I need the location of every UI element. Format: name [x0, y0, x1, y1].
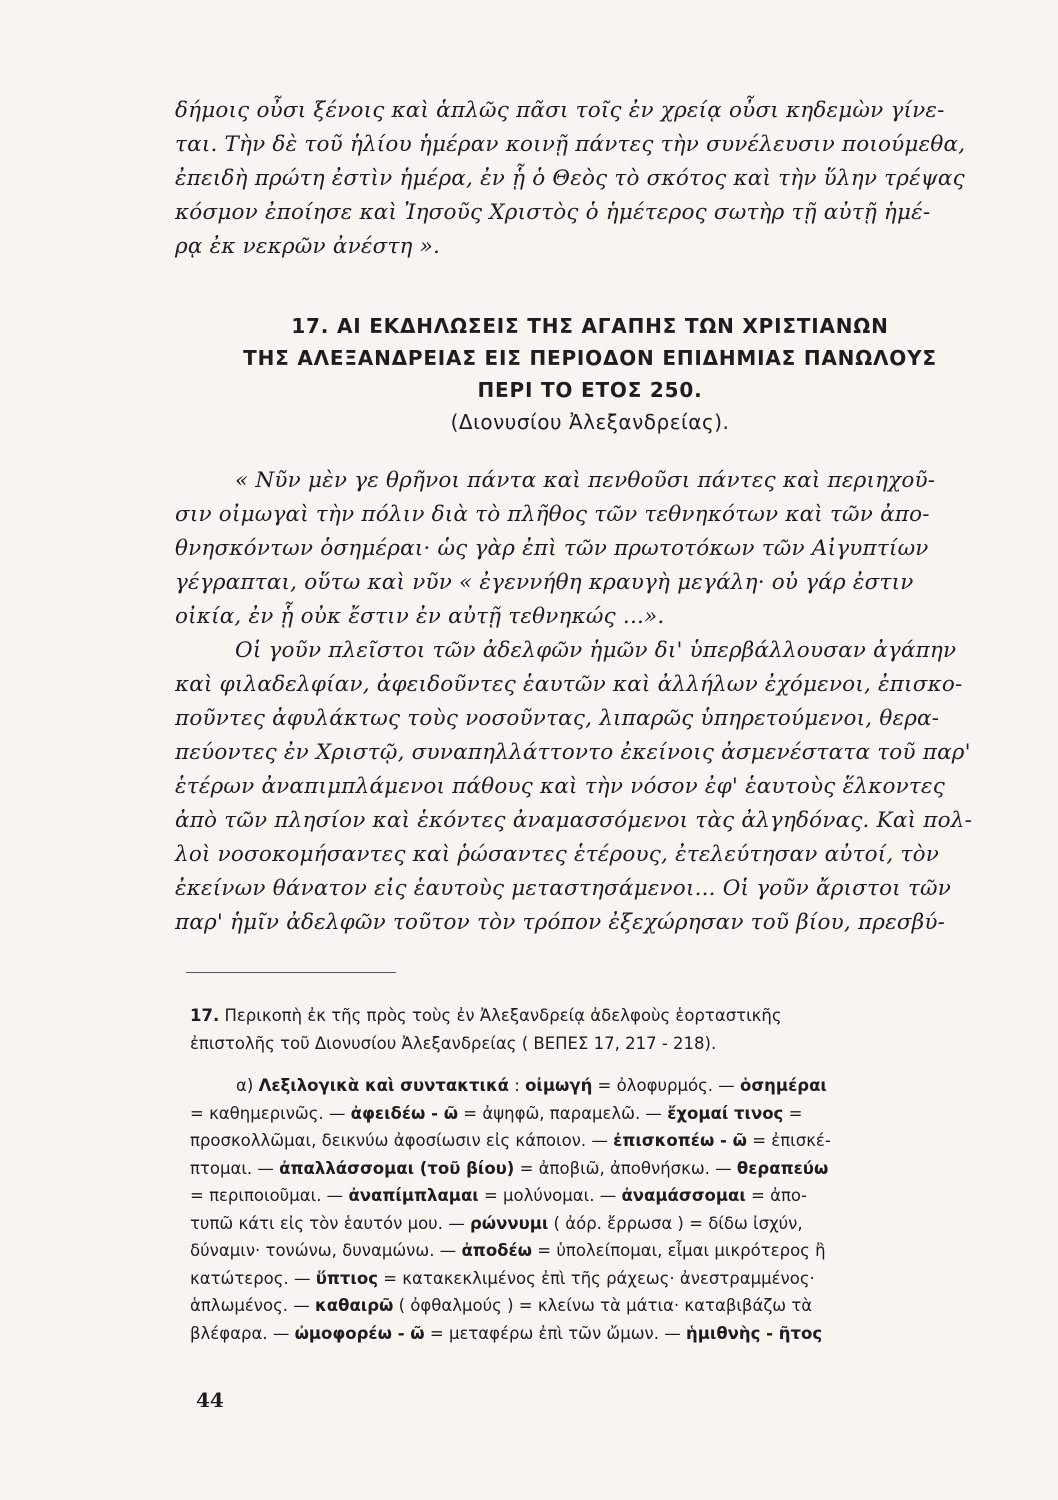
footnote: [190, 1002, 1035, 1057]
section-title-line: ΠΕΡΙ ΤΟ ΕΤΟΣ 250.: [477, 378, 703, 402]
text-line: πεύοντες ἐν Χριστῷ, συναπηλλάττοντο ἐκείνοις ἀσμενέστατα τοῦ παρ': [175, 740, 971, 765]
glossary-line: προσκολλῶμαι, δεικνύω ἀφοσίωσιν εἰς κάποιον. — ἐπισκοπέω - ῶ = ἐπισκέ-: [190, 1131, 831, 1150]
text-line: λοὶ νοσοκομήσαντες καὶ ῥώσαντες ἑτέρους, ἐτελεύτησαν αὐτοί, τὸν: [175, 842, 940, 867]
continuation-paragraph: [175, 94, 1037, 264]
text-line: ἀπὸ τῶν πλησίον καὶ ἑκόντες ἀναμασσόμενοι τὰς ἀλγηδόνας. Καὶ πολ-: [175, 808, 973, 833]
text-line: σιν οἰμωγαὶ τὴν πόλιν διὰ τὸ πλῆθος τῶν τεθνηκότων καὶ τῶν ἀπο-: [175, 502, 930, 527]
glossary-line: = περιποιοῦμαι. — ἀναπίμπλαμαι = μολύνομαι. — ἀναμάσσομαι = ἀπο-: [190, 1186, 807, 1205]
section-number: 17.: [291, 314, 330, 338]
text-line: γέγραπται, οὕτω καὶ νῦν « ἐγεννήθη κραυγὴ μεγάλη· οὐ γάρ ἐστιν: [175, 570, 914, 595]
page-number: 44: [196, 1388, 224, 1412]
footnote-line: ἐπιστολῆς τοῦ Διονυσίου Ἀλεξανδρείας ( ΒΕΠΕΣ 17, 217 - 218).: [190, 1033, 717, 1053]
glossary-line: τυπῶ κάτι εἰς τὸν ἑαυτόν μου. — ρώννυμι ( ἀόρ. ἔρρωσα ) = δίδω ἰσχύν,: [190, 1213, 803, 1233]
text-line: ἐκείνων θάνατον εἰς ἑαυτοὺς μεταστησάμενοι... Οἱ γοῦν ἄριστοι τῶν: [175, 876, 952, 901]
footnote-line: 17. Περικοπὴ ἐκ τῆς πρὸς τοὺς ἐν Ἀλεξανδρείᾳ ἀδελφοὺς ἑορταστικῆς: [190, 1006, 782, 1025]
glossary-line: δύναμιν· τονώνω, δυναμώνω. — ἀποδέω = ὑπολείπομαι, εἶμαι μικρότερος ἢ: [190, 1241, 826, 1260]
glossary-line: πτομαι. — ἀπαλλάσσομαι (τοῦ βίου) = ἀποβιῶ, ἀποθνήσκω. — θεραπεύω: [190, 1158, 829, 1178]
text-line: ποῦντες ἀφυλάκτως τοὺς νοσοῦντας, λιπαρῶς ὑπηρετούμενοι, θερα-: [175, 706, 940, 731]
text-line: ἑτέρων ἀναπιμπλάμενοι πάθους καὶ τὴν νόσον ἐφ' ἑαυτοὺς ἕλκοντες: [175, 774, 945, 799]
quote-paragraph: [175, 464, 1037, 940]
text-line: δήμοις οὖσι ξένοις καὶ ἁπλῶς πᾶσι τοῖς ἐν χρείᾳ οὖσι κηδεμὼν γίνε-: [175, 98, 945, 123]
glossary: [190, 1072, 1035, 1347]
footnote-number: 17.: [190, 1006, 220, 1025]
text-line: « Νῦν μὲν γε θρῆνοι πάντα καὶ πενθοῦσι πάντες καὶ περιηχοῦ-: [235, 468, 936, 493]
text-line: παρ' ἡμῖν ἀδελφῶν τοῦτον τὸν τρόπον ἐξεχώρησαν τοῦ βίου, πρεσβύ-: [175, 910, 946, 935]
glossary-line: ἁπλωμένος. — καθαιρῶ ( ὀφθαλμούς ) = κλείνω τὰ μάτια· καταβιβάζω τὰ: [190, 1296, 813, 1315]
text-line: θνησκόντων ὁσημέραι· ὡς γὰρ ἐπὶ τῶν πρωτοτόκων τῶν Αἰγυπτίων: [175, 536, 929, 561]
text-line: καὶ φιλαδελφίαν, ἀφειδοῦντες ἑαυτῶν καὶ ἀλλήλων ἐχόμενοι, ἐπισκο-: [175, 672, 963, 697]
footnote-divider: [186, 972, 396, 973]
section-title-line: ΑΙ ΕΚΔΗΛΩΣΕΙΣ ΤΗΣ ΑΓΑΠΗΣ ΤΩΝ ΧΡΙΣΤΙΑΝΩΝ: [336, 314, 889, 338]
heading-line-1: [190, 310, 990, 342]
section-source: (Διονυσίου Ἀλεξανδρείας).: [450, 410, 730, 434]
text-line: Οἱ γοῦν πλεῖστοι τῶν ἀδελφῶν ἡμῶν δι' ὑπερβάλλουσαν ἀγάπην: [235, 638, 957, 663]
text-line: ται. Τὴν δὲ τοῦ ἡλίου ἡμέραν κοινῇ πάντες τὴν συνέλευσιν ποιούμεθα,: [175, 132, 966, 157]
glossary-line: κατώτερος. — ὕπτιος = κατακεκλιμένος ἐπὶ τῆς ράχεως· ἀνεστραμμένος·: [190, 1268, 815, 1288]
section-title-line: ΤΗΣ ΑΛΕΞΑΝΔΡΕΙΑΣ ΕΙΣ ΠΕΡΙΟΔΟΝ ΕΠΙΔΗΜΙΑΣ ΠΑΝΩΛΟΥΣ: [243, 346, 937, 370]
glossary-line: βλέφαρα. — ὠμοφορέω - ῶ = μεταφέρω ἐπὶ τῶν ὤμων. — ἡμιθνὴς - ῆτος: [190, 1323, 823, 1343]
section-heading: [190, 310, 990, 438]
text-line: ρᾳ ἐκ νεκρῶν ἀνέστη ».: [175, 234, 441, 259]
text-line: ἐπειδὴ πρώτη ἐστὶν ἡμέρα, ἐν ᾗ ὁ Θεὸς τὸ σκότος καὶ τὴν ὕλην τρέψας: [175, 166, 965, 191]
glossary-line: = καθημερινῶς. — ἀφειδέω - ῶ = ἀψηφῶ, παραμελῶ. — ἔχομαί τινος =: [190, 1103, 803, 1123]
text-line: οἰκία, ἐν ᾗ οὐκ ἔστιν ἐν αὐτῇ τεθνηκώς ...».: [175, 604, 665, 629]
text-line: κόσμον ἐποίησε καὶ Ἰησοῦς Χριστὸς ὁ ἡμέτερος σωτὴρ τῇ αὐτῇ ἡμέ-: [175, 200, 931, 225]
glossary-line: α) Λεξιλογικὰ καὶ συντακτικά : οἰμωγή = ὀλοφυρμός. — ὁσημέραι: [236, 1076, 827, 1095]
